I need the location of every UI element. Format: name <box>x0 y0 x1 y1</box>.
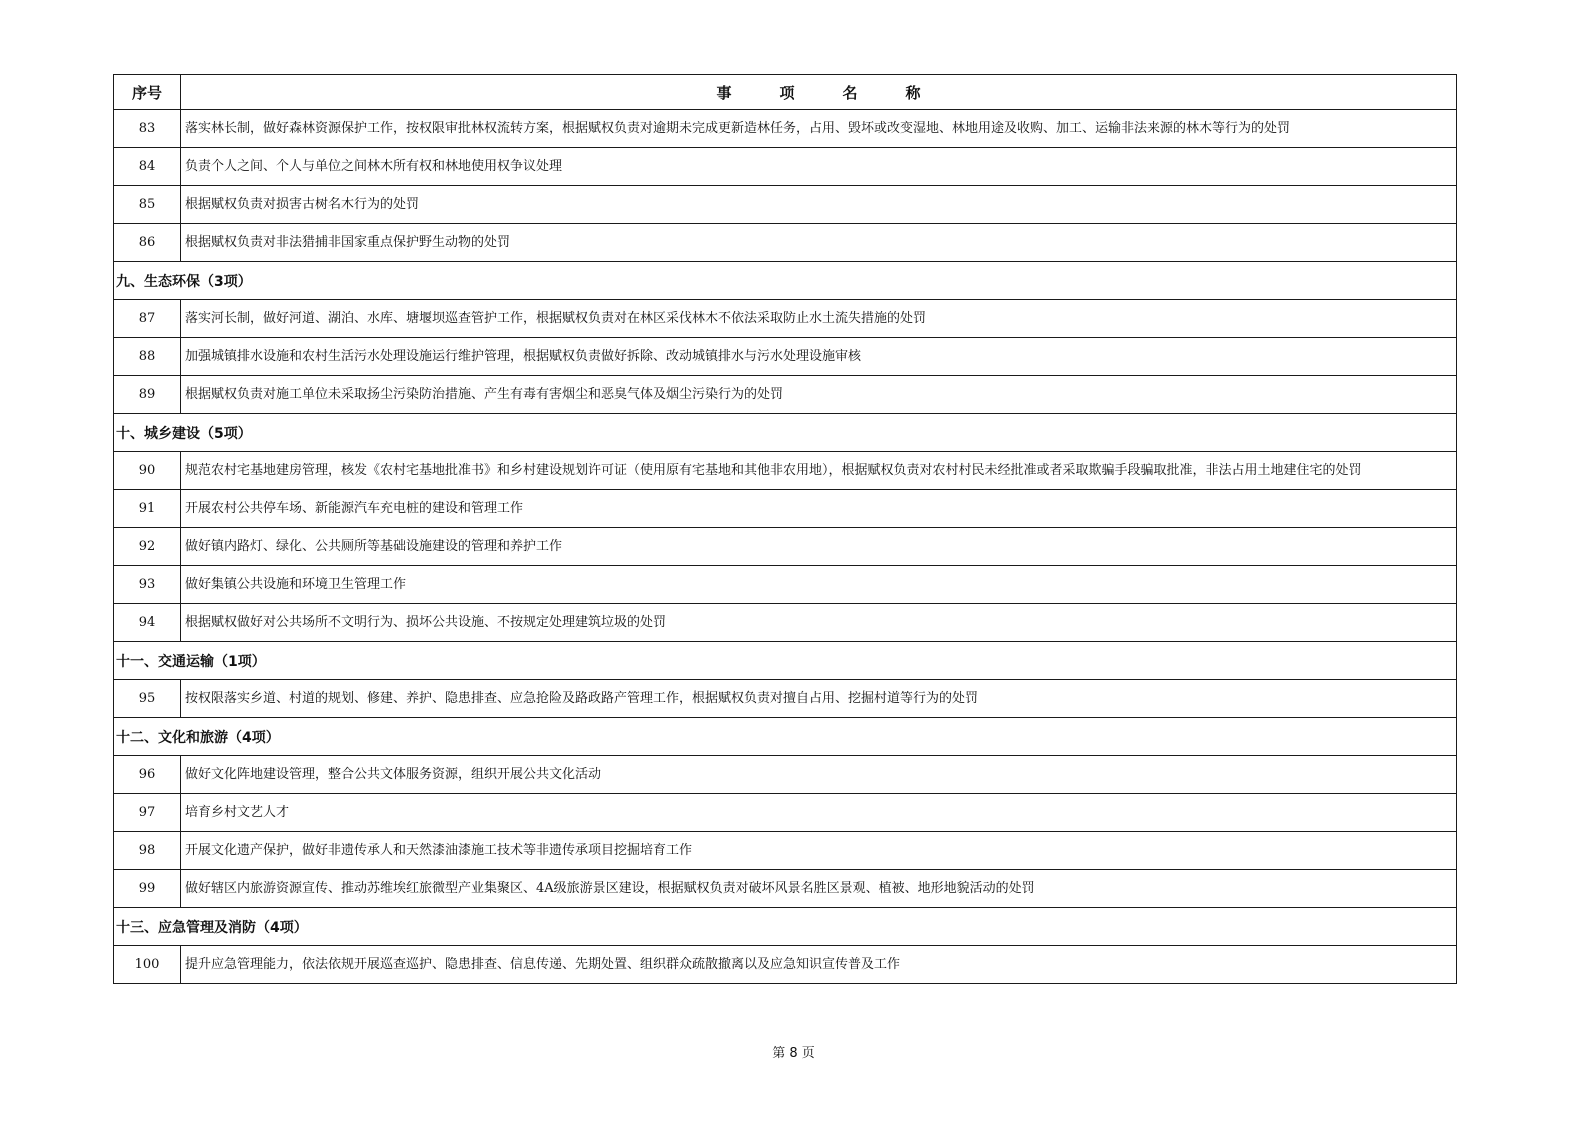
table-header-row <box>114 75 1457 110</box>
section-header-row <box>114 642 1457 680</box>
item-name: 根据赋权负责对非法猎捕非国家重点保护野生动物的处罚 <box>181 224 1457 262</box>
item-name: 做好辖区内旅游资源宣传、推动苏维埃红旅微型产业集聚区、4A级旅游景区建设，根据赋权负责对破坏风景名胜区景观、植被、地形地貌活动的处罚 <box>181 870 1457 908</box>
section-title: 十一、交通运输（1项） <box>114 642 1457 680</box>
item-number: 95 <box>114 680 181 718</box>
item-number: 96 <box>114 756 181 794</box>
table-row <box>114 338 1457 376</box>
item-number: 84 <box>114 148 181 186</box>
item-number: 85 <box>114 186 181 224</box>
item-name: 加强城镇排水设施和农村生活污水处理设施运行维护管理，根据赋权负责做好拆除、改动城镇排水与污水处理设施审核 <box>181 338 1457 376</box>
section-title: 十、城乡建设（5项） <box>114 414 1457 452</box>
section-header-row <box>114 262 1457 300</box>
table-row <box>114 110 1457 148</box>
item-number: 94 <box>114 604 181 642</box>
table-row <box>114 186 1457 224</box>
item-number: 86 <box>114 224 181 262</box>
table-row <box>114 490 1457 528</box>
table-row <box>114 832 1457 870</box>
item-name: 根据赋权负责对施工单位未采取扬尘污染防治措施、产生有毒有害烟尘和恶臭气体及烟尘污染行为的处罚 <box>181 376 1457 414</box>
column-header-name-text: 事项名称 <box>716 83 969 102</box>
section-header-row <box>114 908 1457 946</box>
item-number: 87 <box>114 300 181 338</box>
table-row <box>114 300 1457 338</box>
section-title: 十三、应急管理及消防（4项） <box>114 908 1457 946</box>
table-row <box>114 376 1457 414</box>
item-number: 100 <box>114 946 181 984</box>
item-name: 做好镇内路灯、绿化、公共厕所等基础设施建设的管理和养护工作 <box>181 528 1457 566</box>
table-row <box>114 794 1457 832</box>
table-row <box>114 870 1457 908</box>
section-header-row <box>114 414 1457 452</box>
table-row <box>114 756 1457 794</box>
column-header-number: 序号 <box>114 75 181 110</box>
items-table <box>113 74 1457 984</box>
item-number: 92 <box>114 528 181 566</box>
table-row <box>114 566 1457 604</box>
table-row <box>114 224 1457 262</box>
item-number: 88 <box>114 338 181 376</box>
item-number: 99 <box>114 870 181 908</box>
item-number: 91 <box>114 490 181 528</box>
table-row <box>114 148 1457 186</box>
item-name: 负责个人之间、个人与单位之间林木所有权和林地使用权争议处理 <box>181 148 1457 186</box>
item-number: 89 <box>114 376 181 414</box>
section-header-row <box>114 718 1457 756</box>
section-title: 十二、文化和旅游（4项） <box>114 718 1457 756</box>
table-body <box>114 110 1457 984</box>
item-number: 98 <box>114 832 181 870</box>
item-name: 做好文化阵地建设管理，整合公共文体服务资源，组织开展公共文化活动 <box>181 756 1457 794</box>
item-name: 开展农村公共停车场、新能源汽车充电桩的建设和管理工作 <box>181 490 1457 528</box>
column-header-name <box>181 75 1457 110</box>
item-number: 83 <box>114 110 181 148</box>
item-name: 提升应急管理能力，依法依规开展巡查巡护、隐患排查、信息传递、先期处置、组织群众疏散撤离以及应急知识宣传普及工作 <box>181 946 1457 984</box>
item-name: 根据赋权做好对公共场所不文明行为、损坏公共设施、不按规定处理建筑垃圾的处罚 <box>181 604 1457 642</box>
item-name: 按权限落实乡道、村道的规划、修建、养护、隐患排查、应急抢险及路政路产管理工作，根据赋权负责对擅自占用、挖掘村道等行为的处罚 <box>181 680 1457 718</box>
table-row <box>114 604 1457 642</box>
item-name: 做好集镇公共设施和环境卫生管理工作 <box>181 566 1457 604</box>
page-number: 第 8 页 <box>772 1046 815 1061</box>
table-row <box>114 528 1457 566</box>
item-number: 97 <box>114 794 181 832</box>
item-number: 90 <box>114 452 181 490</box>
item-name: 落实林长制，做好森林资源保护工作，按权限审批林权流转方案，根据赋权负责对逾期未完成更新造林任务，占用、毁坏或改变湿地、林地用途及收购、加工、运输非法来源的林木等行为的处罚 <box>181 110 1457 148</box>
item-name: 根据赋权负责对损害古树名木行为的处罚 <box>181 186 1457 224</box>
table-row <box>114 680 1457 718</box>
section-title: 九、生态环保（3项） <box>114 262 1457 300</box>
item-name: 规范农村宅基地建房管理，核发《农村宅基地批准书》和乡村建设规划许可证（使用原有宅基地和其他非农用地），根据赋权负责对农村村民未经批准或者采取欺骗手段骗取批准，非法占用土地建住宅的处罚 <box>181 452 1457 490</box>
item-name: 培育乡村文艺人才 <box>181 794 1457 832</box>
table-row <box>114 452 1457 490</box>
item-number: 93 <box>114 566 181 604</box>
item-name: 落实河长制，做好河道、湖泊、水库、塘堰坝巡查管护工作，根据赋权负责对在林区采伐林木不依法采取防止水土流失措施的处罚 <box>181 300 1457 338</box>
table-row <box>114 946 1457 984</box>
item-name: 开展文化遗产保护，做好非遗传承人和天然漆油漆施工技术等非遗传承项目挖掘培育工作 <box>181 832 1457 870</box>
